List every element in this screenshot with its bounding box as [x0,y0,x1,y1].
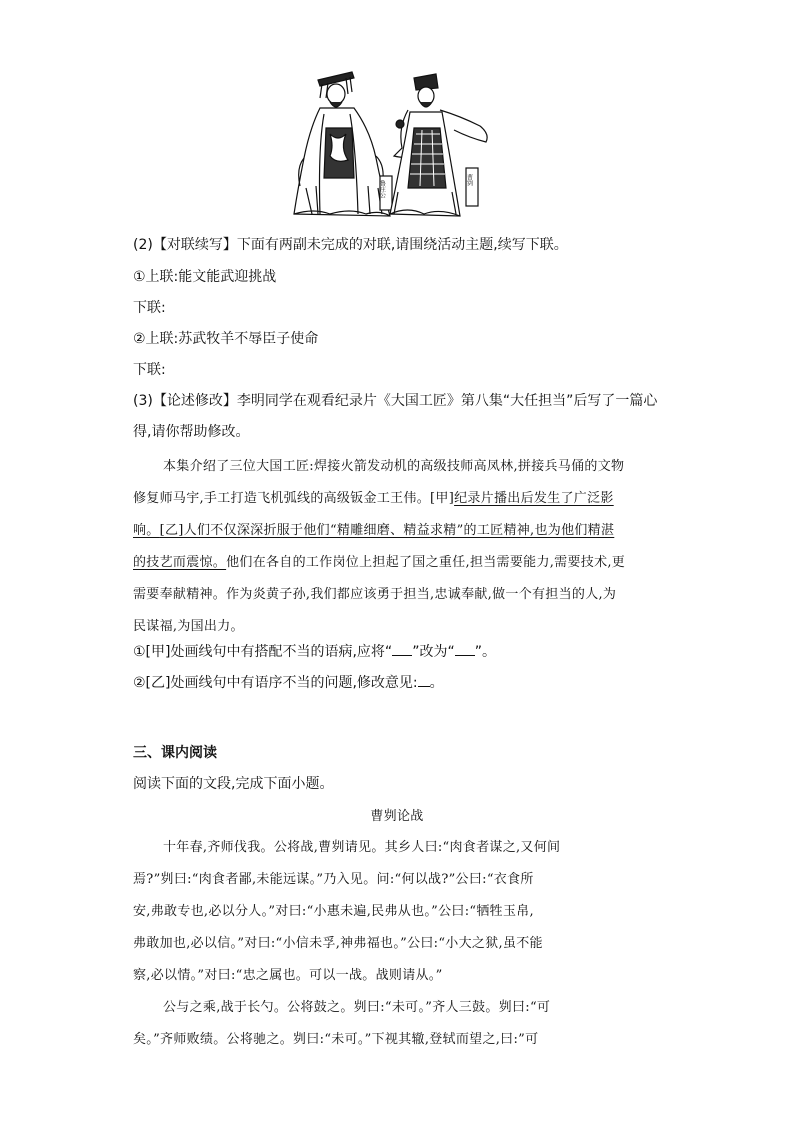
q2-item2-upper: ②上联:苏武牧羊不辱臣子使命 [133,331,319,347]
passage-line-4b: 他们在各自的工作岗位上担起了国之重任,担当需要能力,需要技术,更 [226,555,626,570]
text-line-7: 矣。”齐师败绩。公将驰之。刿曰:“未可。”下视其辙,登轼而望之,曰:”可 [133,1032,539,1047]
underlined-sentence-jia: 纪录片播出后发生了广泛影 [454,491,614,506]
text-line-1: 十年春,齐师伐我。公将战,曹刿请见。其乡人曰:“肉食者谋之,又何间 [163,840,561,855]
answer-blank-1[interactable] [392,643,412,656]
q2-item1-upper: ①上联:能文能武迎挑战 [133,269,277,285]
underlined-sentence-yi: [乙]人们不仅深深折服于他们“精雕细磨、精益求精”的工匠精神,也为他们精湛 [159,523,615,538]
q3-heading-line1: (3)【论述修改】李明同学在观看纪录片《大国工匠》第八集“大任担当”后写了一篇心 [133,393,658,409]
text-line-5: 察,必以情。”对曰:“忠之属也。可以一战。战则请从。” [133,968,443,983]
right-figure-label: 曹刿 [465,174,473,186]
q3-heading-line2: 得,请你帮助修改。 [133,424,250,440]
section3-title-wrap [133,742,217,762]
q2-item1-lower: 下联: [133,300,166,316]
text-line-2: 焉?”刿曰:“肉食者鄙,未能远谋。”乃入见。问:“何以战?”公曰:“衣食所 [133,872,534,887]
passage-line-2a: 修复师马宇,手工打造飞机弧线的高级钣金工王伟。[甲] [133,491,455,506]
passage-line-3 [133,519,614,538]
cao-gui-figure [390,74,487,216]
q3-sub1: ①[甲]处画线句中有搭配不当的语病,应将“ ”改为“ ”。 [133,644,496,660]
passage-line-1: 本集介绍了三位大国工匠:焊接火箭发动机的高级技师高凤林,拼接兵马俑的文物 [163,459,625,474]
text-line-6: 公与之乘,战于长勺。公将鼓之。刿曰:“未可。”齐人三鼓。刿曰:“可 [163,1000,551,1015]
left-figure-label: 鲁庄公 [378,180,386,198]
passage-line-4 [133,551,625,570]
underlined-sentence-yi-end: 的技艺而震惊。 [133,555,227,570]
q2-heading: (2)【对联续写】下面有两副未完成的对联,请围绕活动主题,续写下联。 [133,237,568,253]
duke-zhuang-figure [294,72,392,216]
section3-instruction: 阅读下面的文段,完成下面小题。 [133,776,334,792]
answer-blank-2[interactable] [455,643,475,656]
text-line-3: 安,弗敢专也,必以分人。”对曰:“小惠未遍,民弗从也。”公曰:“牺牲玉帛, [133,904,534,919]
text-line-4: 弗敢加也,必以信。”对曰:“小信未孚,神弗福也。”公曰:“小大之狱,虽不能 [133,936,543,951]
underlined-sentence-jia-end: 响。 [133,523,160,538]
q2-item2-lower: 下联: [133,362,166,378]
passage-line-6: 民谋福,为国出力。 [133,619,244,634]
answer-blank-3[interactable] [418,674,430,687]
passage-line-5: 需要奉献精神。作为炎黄子孙,我们都应该勇于担当,忠诚奉献,做一个有担当的人,为 [133,587,617,602]
text-title: 曹刿论战 [370,809,424,824]
section-title: 三、课内阅读 [133,745,217,761]
q3-sub2: ②[乙]处画线句中有语序不当的问题,修改意见: 。 [133,675,444,691]
passage-line-2 [133,487,614,506]
two-figures-illustration [290,68,510,220]
